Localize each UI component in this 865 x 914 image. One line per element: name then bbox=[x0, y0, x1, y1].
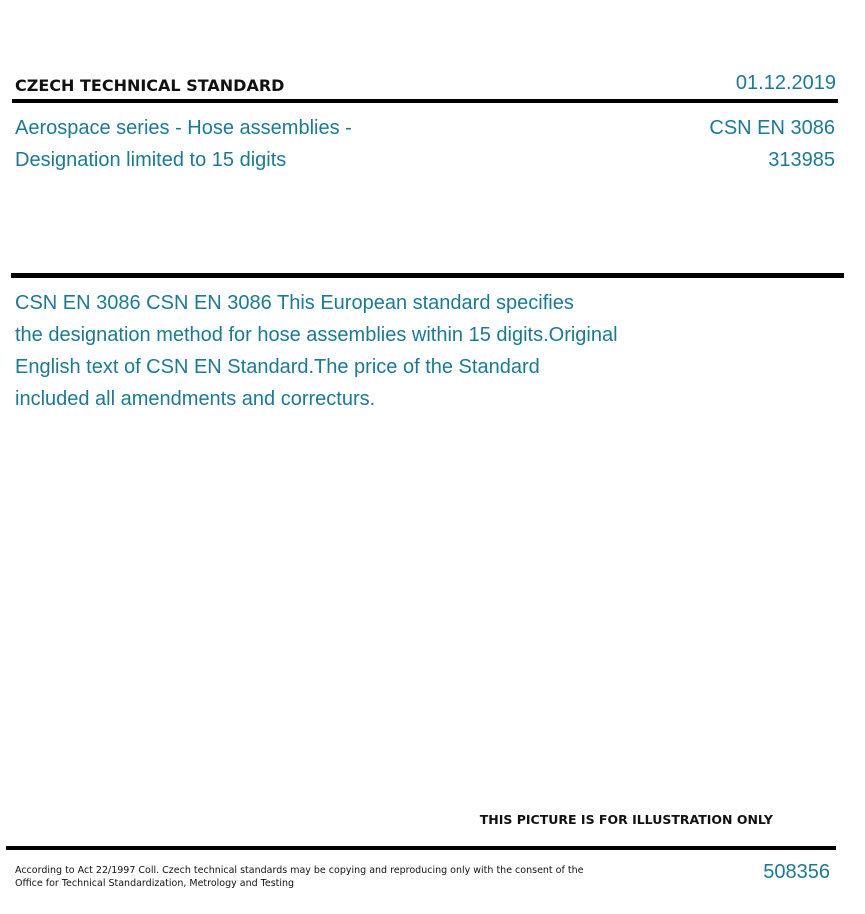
illustration-notice: THIS PICTURE IS FOR ILLUSTRATION ONLY bbox=[479, 812, 773, 827]
publication-date: 01.12.2019 bbox=[735, 72, 836, 94]
title-section-divider bbox=[11, 273, 844, 278]
header-divider bbox=[12, 99, 838, 103]
footer-reference-number: 508356 bbox=[763, 861, 830, 883]
standard-code: CSN EN 3086 bbox=[709, 117, 835, 139]
standard-description: CSN EN 3086 CSN EN 3086 This European standard specifies the designation method for hose assemblies within 15 digits.Original English text of CSN EN Standard.The price of the Standard included all amendments and correcturs. bbox=[15, 292, 618, 410]
catalog-number: 313985 bbox=[768, 149, 835, 171]
footer-divider bbox=[6, 846, 836, 850]
standard-title-line-2: Designation limited to 15 digits bbox=[15, 149, 287, 171]
standard-title-line-1: Aerospace series - Hose assemblies - bbox=[15, 117, 352, 139]
document-type-label: CZECH TECHNICAL STANDARD bbox=[15, 76, 285, 95]
legal-note: According to Act 22/1997 Coll. Czech technical standards may be copying and reproducing only with the consent of the Office for Technical Standardization, Metrology and Testing bbox=[15, 865, 584, 889]
